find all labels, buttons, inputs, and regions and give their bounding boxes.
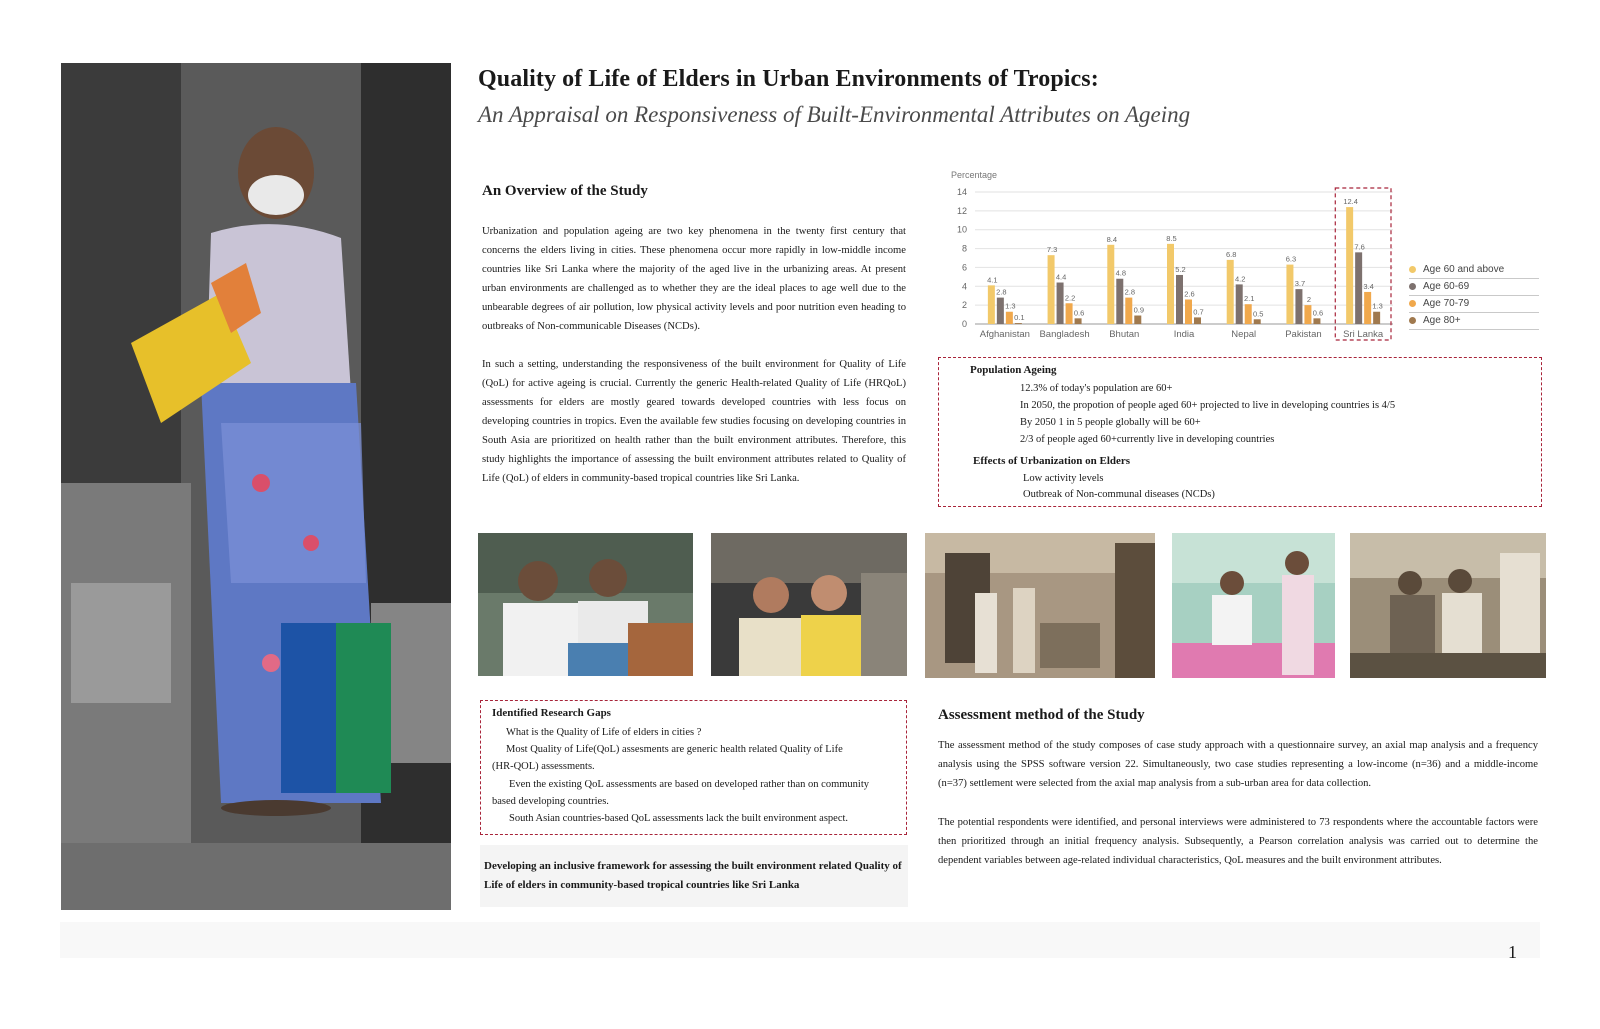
y-tick-label: 4: [961, 281, 967, 292]
chart-bar: [1236, 284, 1243, 324]
overview-paragraph-1: Urbanization and population ageing are two key phenomena in the twenty first century that concerns the elders living in cities. These phenomena occur more rapidly in low-middle income countries like Sri Lanka where the majority of the aged live in the urbanizing areas. At present urban environments are challenged as to whether they are the ideal places to age well due to the unbearable degrees of air pollution, low physical activity levels and poor nutrition even heading to outbreaks of Non-communicable Diseases (NCDs).: [482, 226, 906, 332]
research-gap-line: What is the Quality of Life of elders in cities ?: [506, 727, 702, 738]
assessment-paragraph-2: The potential respondents were identified, and personal interviews were administered to 73 respondents where the accountable factors were then prioritized through an initial frequency analysis. Subsequently, a Pearson correlation analysis was carried out to determine the dependent variables between age-related individual characteristics, QoL measures and the built environment attributes.: [938, 817, 1538, 866]
page-subtitle: An Appraisal on Responsiveness of Built-Environmental Attributes on Ageing: [478, 102, 1191, 127]
effects-item: Low activity levels: [1023, 473, 1104, 484]
bar-data-label: 0.9: [1133, 305, 1145, 315]
bar-data-label: 2.6: [1184, 289, 1195, 299]
bar-data-label: 7.6: [1354, 242, 1365, 252]
photo-elders-3: [925, 533, 1155, 678]
bar-data-label: 0.7: [1193, 307, 1204, 317]
legend-swatch: [1409, 317, 1416, 324]
chart-bar: [988, 285, 995, 324]
y-tick-label: 2: [961, 300, 967, 311]
hero-photo-elderly-woman: [61, 63, 451, 910]
x-tick-label: Nepal: [1231, 329, 1257, 340]
chart-bar: [1346, 207, 1353, 324]
legend-swatch: [1409, 300, 1416, 307]
legend-item: [1409, 297, 1539, 313]
x-tick-label: Pakistan: [1285, 329, 1322, 340]
population-item: By 2050 1 in 5 people globally will be 60+: [1020, 417, 1201, 428]
bar-data-label: 3.7: [1294, 279, 1306, 289]
bar-data-label: 1.3: [1005, 301, 1016, 311]
research-gap-line: Most Quality of Life(QoL) assesments are generic health related Quality of Life: [506, 744, 843, 755]
research-goal-box: [480, 845, 908, 907]
legend-swatch: [1409, 266, 1416, 273]
research-gap-line: South Asian countries-based QoL assessments lack the built environment aspect.: [509, 813, 849, 824]
population-item: 2/3 of people aged 60+currently live in developing countries: [1020, 434, 1275, 445]
x-tick-label: Bhutan: [1109, 329, 1140, 340]
legend-item: [1409, 314, 1539, 330]
research-gaps-box: [480, 700, 907, 835]
bar-data-label: 12.4: [1343, 197, 1358, 207]
chart-bar: [1107, 245, 1114, 324]
chart-bar: [1167, 244, 1174, 324]
chart-bar: [1134, 316, 1141, 324]
photo-elders-4: [1172, 533, 1335, 678]
bar-data-label: 6.8: [1225, 249, 1237, 259]
bar-data-label: 0.6: [1312, 308, 1324, 318]
bar-data-label: 2.1: [1243, 294, 1255, 304]
y-tick-label: 14: [956, 187, 967, 197]
chart-bar: [1015, 323, 1022, 324]
research-gap-line: based developing countries.: [492, 796, 609, 807]
chart-bar: [1006, 312, 1013, 324]
legend-label: Age 80+: [1423, 315, 1461, 326]
overview-heading: An Overview of the Study: [482, 183, 648, 199]
bar-data-label: 4.1: [987, 275, 998, 285]
bar-data-label: 2.8: [1124, 287, 1136, 297]
chart-bar: [1075, 318, 1082, 324]
bar-data-label: 0.6: [1073, 308, 1085, 318]
overview-paragraph-2: In such a setting, understanding the responsiveness of the built environment for Quality of Life (QoL) for active ageing is crucial. Currently the generic Health-related Quality of Life (HRQoL) assessments for elders are mostly geared towards developed countries with less focus on developing countries in tropics. Even the available few studies focusing on developing countries in South Asia are prioritized on health rather than the built environment attributes. Therefore, this study highlights the importance of assessing the built environment attributes related to Quality of Life (QoL) of elders in community-based tropical countries like Sri Lanka.: [482, 359, 906, 484]
bar-data-label: 6.3: [1285, 254, 1297, 264]
bar-data-label: 4.2: [1234, 274, 1246, 284]
y-tick-label: 12: [956, 205, 967, 216]
bar-data-label: 0.1: [1014, 313, 1025, 323]
assessment-heading: Assessment method of the Study: [938, 707, 1145, 723]
chart-bar: [1245, 304, 1252, 324]
chart-bar: [1286, 265, 1293, 324]
research-gaps-heading: Identified Research Gaps: [492, 707, 611, 719]
bar-data-label: 2.2: [1064, 293, 1076, 303]
y-tick-label: 0: [961, 319, 967, 329]
page-number: 1: [1508, 942, 1517, 962]
bar-data-label: 2: [1306, 295, 1312, 305]
chart-bar: [1048, 255, 1055, 324]
population-heading: Population Ageing: [970, 364, 1057, 376]
chart-bar: [1176, 275, 1183, 324]
legend-item: [1409, 280, 1539, 296]
chart-bar: [1194, 317, 1201, 324]
x-tick-label: India: [1173, 329, 1195, 340]
bar-data-label: 4.8: [1115, 268, 1127, 278]
chart-bar: [1373, 312, 1380, 324]
research-goal-text: Developing an inclusive framework for assessing the built environment related Quality of Life of elders in community-based tropical countries like Sri Lanka: [484, 860, 902, 891]
research-gap-line: (HR-QOL) assessments.: [492, 761, 595, 772]
legend-label: Age 60-69: [1423, 281, 1470, 292]
y-tick-label: 10: [956, 224, 967, 235]
population-item: In 2050, the propotion of people aged 60+ projected to live in developing countries is 4/5: [1020, 400, 1396, 411]
chart-bar: [1254, 319, 1261, 324]
x-tick-label: Bangladesh: [1039, 329, 1090, 340]
chart-bar: [1355, 252, 1362, 324]
photo-elders-1: [478, 533, 693, 676]
legend-swatch: [1409, 283, 1416, 290]
bar-data-label: 8.5: [1166, 233, 1177, 243]
chart-bar: [1364, 292, 1371, 324]
bar-data-label: 7.3: [1046, 245, 1058, 255]
chart-bar: [1227, 260, 1234, 324]
bar-data-label: 4.4: [1055, 272, 1067, 282]
photo-elders-5: [1350, 533, 1546, 678]
y-axis-label: Percentage: [951, 170, 998, 180]
y-tick-label: 8: [961, 243, 967, 254]
assessment-paragraph-1: The assessment method of the study composes of case study approach with a questionnaire survey, an axial map analysis and a frequency analysis using the SPSS software version 22. Simultaneously, two case studies representing a low-income (n=36) and a middle-income (n=37) settlement were selected from the axial map analysis from a sub-urban area for data collection.: [938, 740, 1538, 789]
x-tick-label: Afghanistan: [979, 329, 1030, 340]
bar-data-label: 8.4: [1106, 234, 1118, 244]
chart-bar: [1304, 305, 1311, 324]
bar-data-label: 3.4: [1363, 281, 1374, 291]
chart-bar: [1295, 289, 1302, 324]
population-ageing-box: [938, 357, 1542, 507]
bar-data-label: 0.5: [1252, 309, 1264, 319]
chart-bar: [997, 298, 1004, 324]
chart-bar: [1185, 299, 1192, 324]
population-item: 12.3% of today's population are 60+: [1020, 383, 1173, 394]
chart-bar: [1057, 283, 1064, 324]
bar-data-label: 1.3: [1372, 301, 1383, 311]
chart-bar: [1116, 279, 1123, 324]
chart-bar: [1066, 303, 1073, 324]
y-tick-label: 6: [961, 262, 967, 273]
effects-item: Outbreak of Non-communal diseases (NCDs): [1023, 489, 1215, 500]
chart-bar: [1125, 298, 1132, 324]
page-title: Quality of Life of Elders in Urban Environments of Tropics:: [478, 66, 1099, 92]
photo-elders-2: [711, 533, 907, 676]
chart-legend: [1409, 263, 1539, 331]
effects-heading: Effects of Urbanization on Elders: [973, 455, 1131, 467]
research-gap-line: Even the existing QoL assessments are based on developed rather than on community: [509, 779, 870, 790]
bar-data-label: 5.2: [1175, 264, 1186, 274]
x-tick-label: Sri Lanka: [1343, 329, 1384, 340]
legend-label: Age 70-79: [1423, 298, 1470, 309]
footer-band: [60, 922, 1540, 958]
bar-data-label: 2.8: [996, 287, 1007, 297]
legend-item: [1409, 263, 1539, 279]
legend-label: Age 60 and above: [1423, 264, 1505, 275]
chart-bar: [1313, 318, 1320, 324]
